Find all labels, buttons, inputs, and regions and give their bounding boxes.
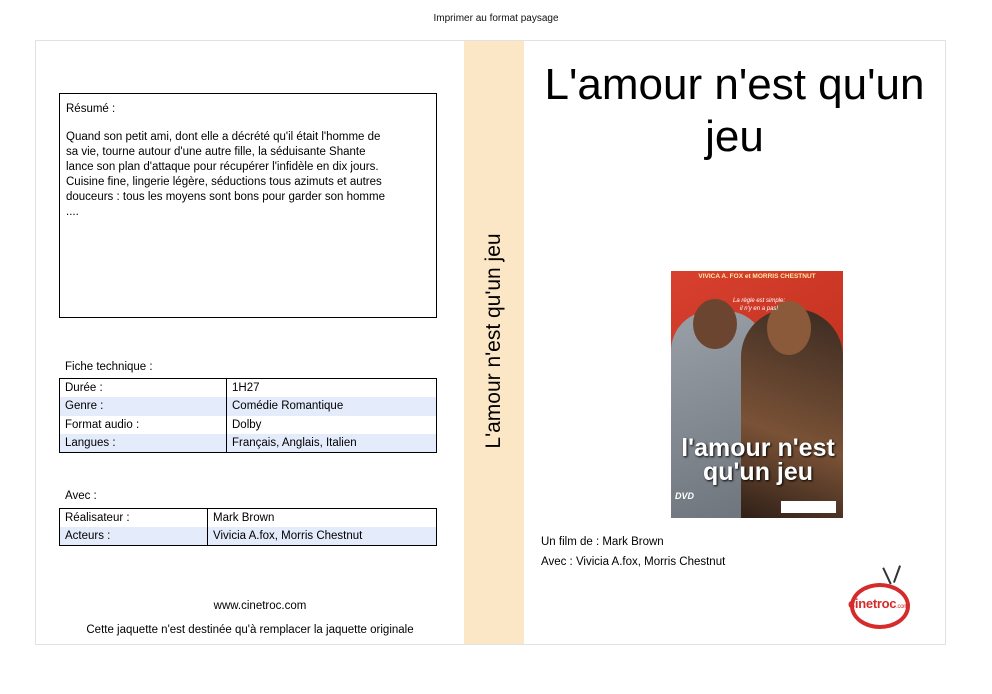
table-row [60, 379, 437, 398]
tech-value-audio: Dolby [232, 418, 262, 431]
cast-label: Avec : [65, 490, 97, 502]
cast-value-actors: Vivicia A.fox, Morris Chestnut [208, 527, 437, 546]
antenna-icon [893, 565, 901, 582]
dvd-jacket [35, 40, 946, 645]
credit-cast: Avec : Vivicia A.fox, Morris Chestnut [541, 556, 726, 568]
cinetroc-logo [844, 563, 934, 638]
tech-value-genre: Comédie Romantique [227, 397, 437, 416]
movie-poster [671, 271, 843, 518]
print-hint: Imprimer au format paysage [433, 13, 559, 24]
summary-text: Quand son petit ami, dont elle a décrété qu'il était l'homme de sa vie, tourne autour d'une autre fille, la séduisante Shante lance son plan d'attaque pour récupérer l'infidèle en dix jours. Cuisine fine, lingerie légère, séductions tous azimuts et autres douceurs : tous les moyens sont bons pour garder son homme .... [66, 131, 385, 218]
table-row [60, 397, 437, 416]
cast-value-director: Mark Brown [213, 512, 275, 524]
front-title: L'amour n'est qu'un jeu [544, 60, 925, 161]
website-link[interactable]: www.cinetroc.com [213, 600, 307, 612]
tech-key-genre: Genre : [60, 397, 227, 416]
logo-name: cinetroc [848, 596, 897, 611]
table-row [60, 434, 437, 453]
tech-sheet-table [59, 378, 437, 453]
tech-key-audio: Format audio : [60, 416, 227, 435]
disclaimer: Cette jaquette n'est destinée qu'à remplacer la jaquette originale [86, 624, 414, 636]
spine [464, 41, 524, 644]
cast-table [59, 508, 437, 546]
summary-label: Résumé : [66, 103, 116, 115]
summary-box [59, 93, 437, 318]
tech-sheet-label: Fiche technique : [65, 361, 153, 373]
tech-key-languages: Langues : [60, 434, 227, 453]
credit-director: Un film de : Mark Brown [541, 536, 664, 548]
tech-value-duration: 1H27 [232, 382, 260, 394]
table-row [60, 416, 437, 435]
table-row [60, 527, 437, 546]
tech-value-languages: Français, Anglais, Italien [227, 434, 437, 453]
poster-title: l'amour n'est qu'un jeu [681, 434, 835, 486]
front-cover [524, 41, 945, 644]
dvd-logo-icon: DVD [675, 491, 695, 501]
poster-cast-text: VIVICA A. FOX et MORRIS CHESTNUT [698, 273, 816, 280]
poster-label-strip [781, 501, 836, 513]
back-cover [36, 41, 464, 644]
spine-title: L'amour n'est qu'un jeu [482, 233, 505, 449]
cast-key-director: Réalisateur : [60, 509, 208, 528]
logo-text [848, 596, 908, 611]
cast-key-actors: Acteurs : [60, 527, 208, 546]
logo-suffix: .com [896, 604, 908, 610]
antenna-icon [882, 568, 891, 585]
poster-tagline: La règle est simple: il n'y en a pas! [732, 298, 786, 312]
tech-key-duration: Durée : [60, 379, 227, 398]
table-row [60, 509, 437, 528]
